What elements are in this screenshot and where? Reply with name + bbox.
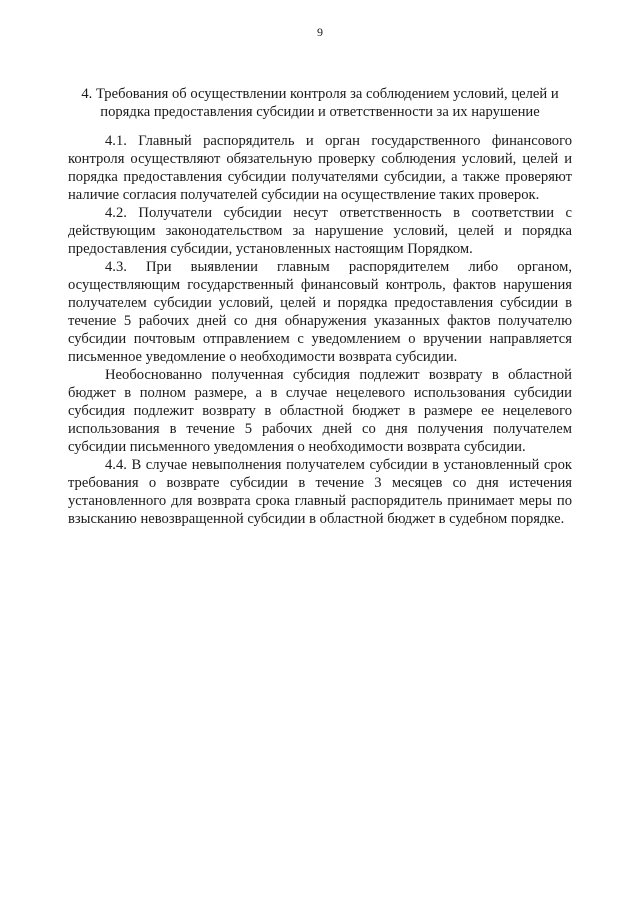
page-number: 9 <box>317 25 323 39</box>
paragraph-4-4: 4.4. В случае невыполнения получателем субсидии в установленный срок требования о возврате субсидии в течение 3 месяцев со дня истечения установленного для возврата срока главный распорядитель принимает меры по взысканию невозвращенной субсидии в областной бюджет в судебном порядке. <box>68 457 572 527</box>
section-title: 4. Требования об осуществлении контроля за соблюдением условий, целей и порядка предоставления субсидии и ответственности за их нарушение <box>81 86 559 120</box>
paragraph-4-2: 4.2. Получатели субсидии несут ответственность в соответствии с действующим законодательством за нарушение условий, целей и порядка предоставления субсидии, установленных настоящим Порядком. <box>68 205 572 257</box>
paragraph-4-1: 4.1. Главный распорядитель и орган государственного финансового контроля осуществляют обязательную проверку соблюдения условий, целей и порядка предоставления субсидии получателями субсидии, а также проверяют наличие согласия получателей субсидии на осуществление таких проверок. <box>68 133 572 203</box>
paragraph-4-3: 4.3. При выявлении главным распорядителем либо органом, осуществляющим государственный финансовый контроль, фактов нарушения получателем субсидии условий, целей и порядка предоставления субсидии в течение 5 рабочих дней со дня обнаружения указанных фактов получателю субсидии почтовым отправлением с уведомлением о вручении направляется письменное уведомление о необходимости возврата субсидии. <box>68 259 572 365</box>
paragraph-refund: Необоснованно полученная субсидия подлежит возврату в областной бюджет в полном размере, а в случае нецелевого использования субсидии субсидия подлежит возврату в областной бюджет в размере ее нецелевого использования в течение 5 рабочих дней со дня получения получателем субсидии письменного уведомления о необходимости возврата субсидии. <box>68 367 572 455</box>
document-body <box>68 132 572 528</box>
